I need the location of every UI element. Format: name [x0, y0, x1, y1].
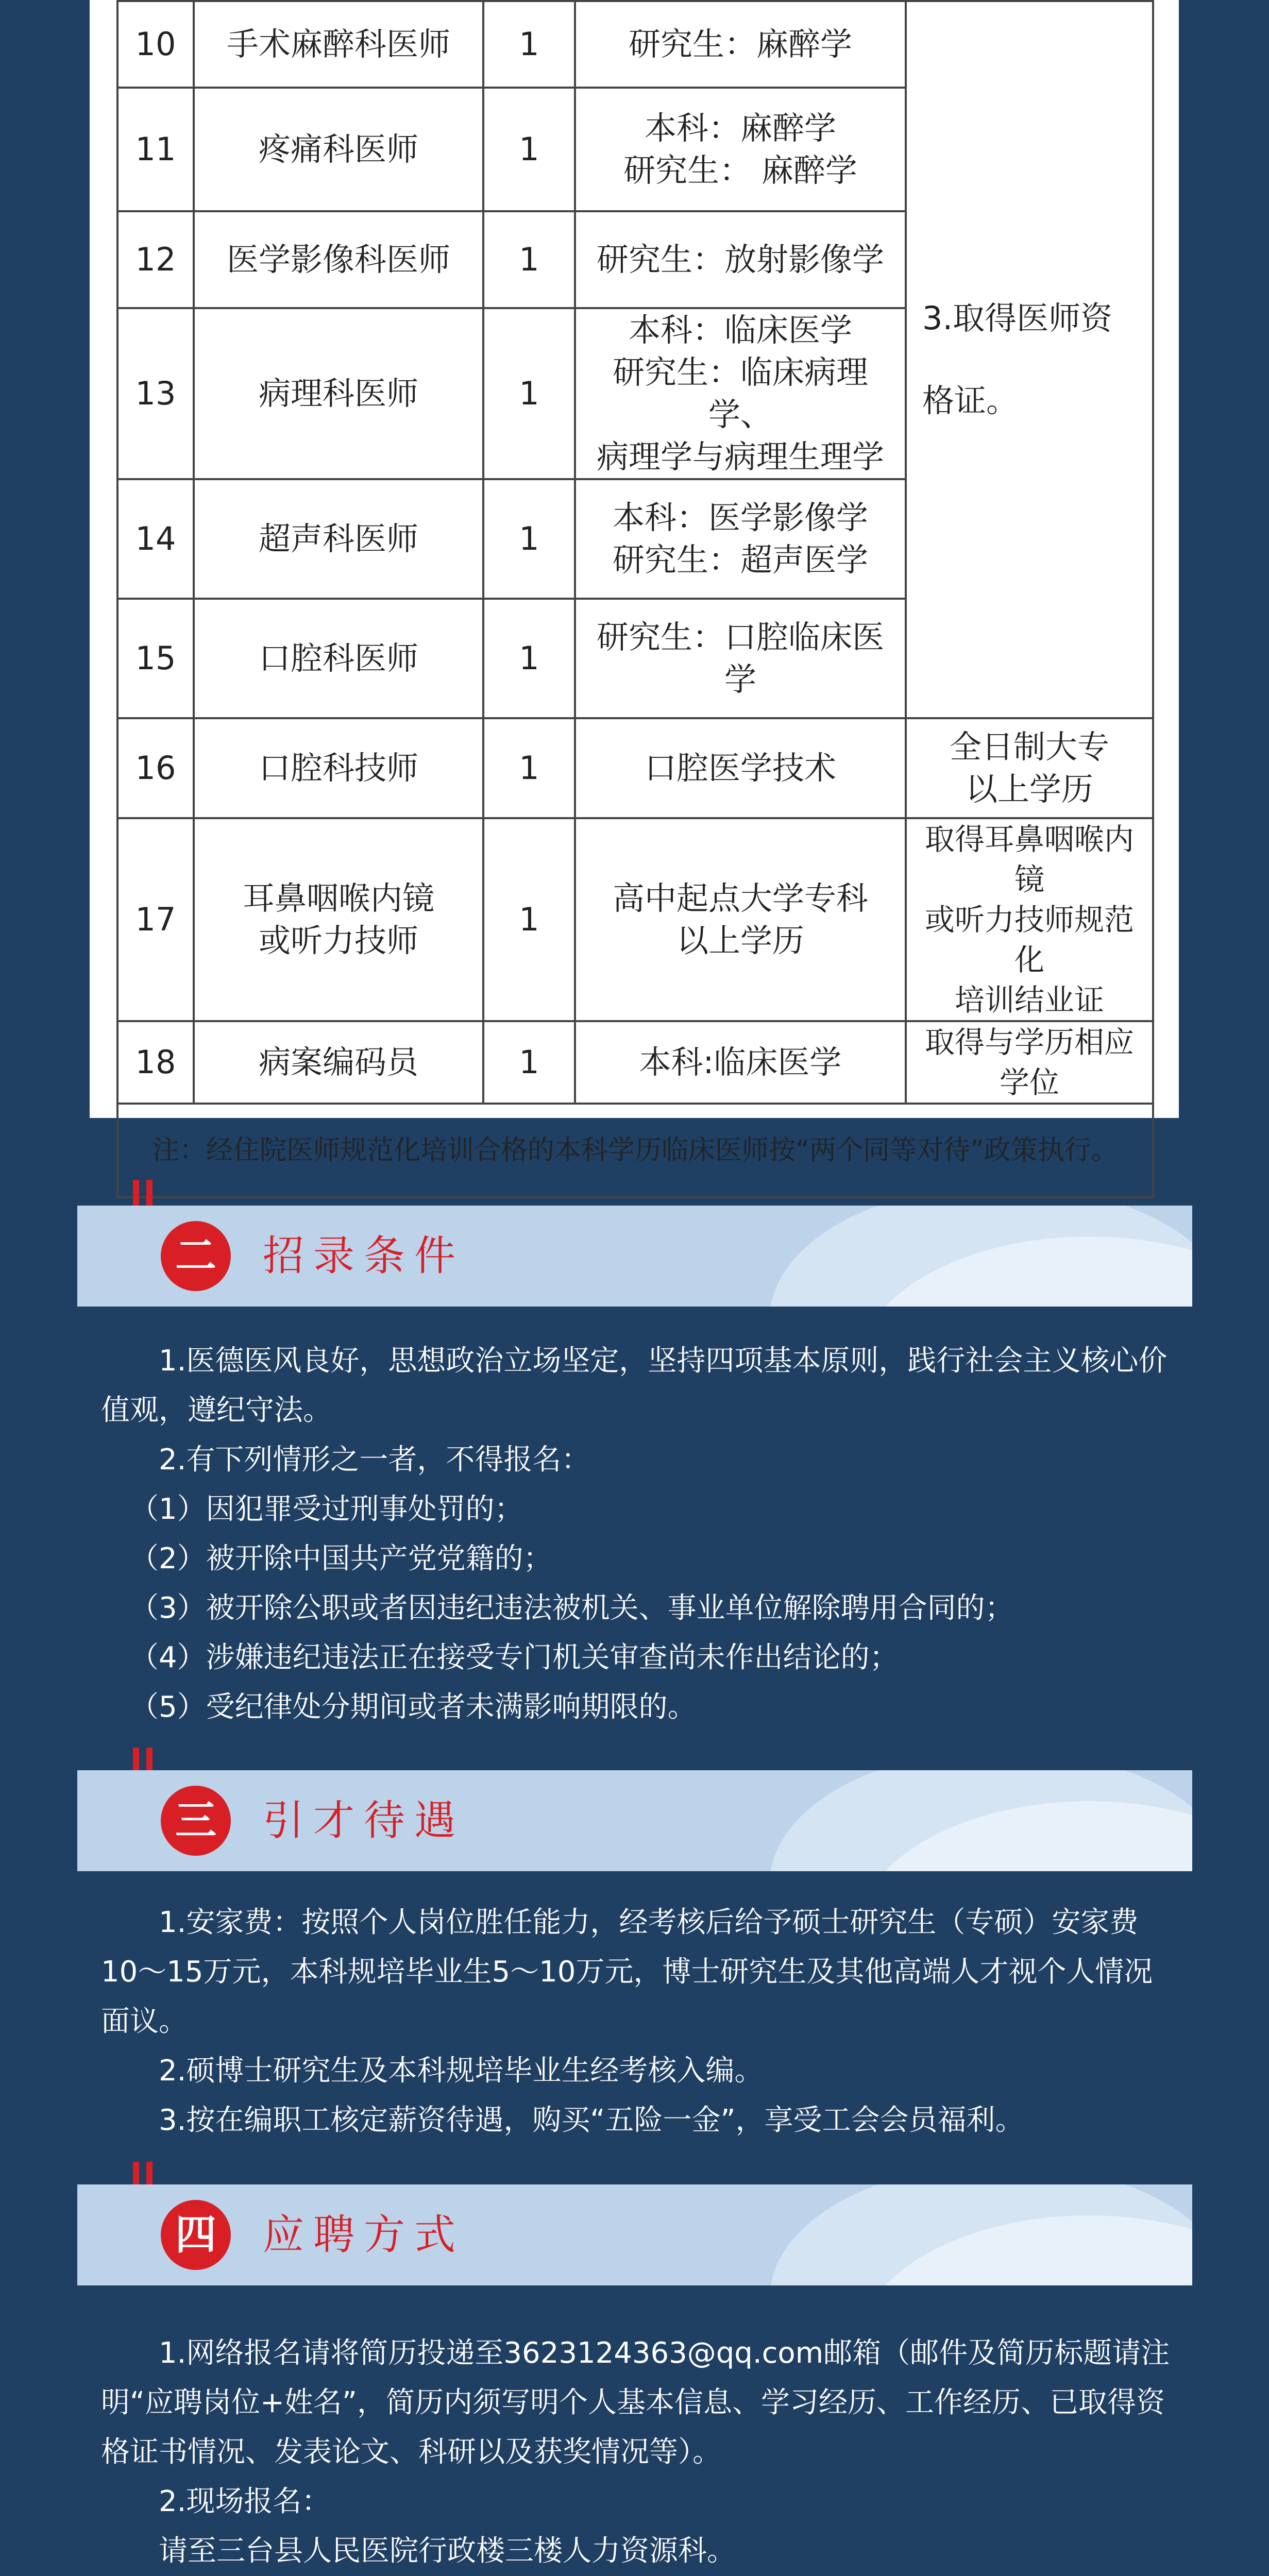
paragraph: 2.有下列情形之一者，不得报名： — [159, 1443, 590, 1477]
paragraph: 请至三台县人民医院行政楼三楼人力资源科。 — [159, 2534, 736, 2568]
row-no: 11 — [117, 88, 194, 211]
row-post: 口腔科医师 — [194, 599, 483, 718]
row-count: 1 — [483, 1021, 575, 1104]
table-row — [117, 1, 1153, 88]
paragraph: （3）被开除公职或者因违纪违法被机关、事业单位解除聘用合同的； — [130, 1591, 1014, 1625]
table-note: 注：经住院医师规范化培训合格的本科学历临床医师按“两个同等对待”政策执行。 — [117, 1104, 1153, 1197]
merged-req-line-1: 3.取得医师资 — [922, 299, 1113, 337]
row-major: 高中起点大学专科 以上学历 — [575, 818, 906, 1021]
table-row — [117, 1104, 1153, 1197]
row-post: 病案编码员 — [194, 1021, 483, 1104]
row-no: 15 — [117, 599, 194, 718]
row-major: 口腔医学技术 — [575, 718, 906, 818]
section-banner-4 — [77, 2184, 1192, 2285]
row-major: 研究生：放射影像学 — [575, 211, 906, 308]
row-count: 1 — [483, 599, 575, 718]
paragraph: 2.现场报名： — [159, 2485, 331, 2518]
row-no: 10 — [117, 1, 194, 88]
row-post: 手术麻醉科医师 — [194, 1, 483, 88]
section-number: 二 — [161, 1221, 231, 1291]
paragraph: （4）涉嫌违纪违法正在接受专门机关审查尚未作出结论的； — [130, 1641, 899, 1674]
row-count: 1 — [483, 211, 575, 308]
row-no: 16 — [117, 718, 194, 818]
row-post: 医学影像科医师 — [194, 211, 483, 308]
paragraph: 1.网络报名请将简历投递至3623124363@qq.com邮箱（邮件及简历标题请注明“应聘岗位+姓名”，简历内须写明个人基本信息、学习经历、工作经历、已取得资格证书情况、发表论文、科研以及获奖情况等）。 — [101, 2336, 1170, 2469]
row-count: 1 — [483, 718, 575, 818]
paragraph: （1）因犯罪受过刑事处罚的； — [130, 1493, 523, 1526]
paragraph: （2）被开除中国共产党党籍的； — [130, 1542, 552, 1575]
row-requirement: 取得耳鼻咽喉内镜 或听力技师规范化 培训结业证 — [906, 818, 1153, 1021]
section-banner-3 — [77, 1770, 1192, 1871]
table-panel — [90, 0, 1179, 1166]
row-major: 本科:临床医学 — [575, 1021, 906, 1104]
merged-requirement — [906, 1, 1153, 718]
table-row — [117, 818, 1153, 1021]
section-body-3 — [101, 1898, 1173, 2145]
section-number: 三 — [161, 1786, 231, 1856]
section-banner-2 — [77, 1206, 1192, 1307]
row-major: 本科：医学影像学 研究生：超声医学 — [575, 479, 906, 599]
paragraph: 3.按在编职工核定薪资待遇，购买“五险一金”，享受工会会员福利。 — [159, 2104, 1024, 2137]
job-table — [116, 0, 1154, 1198]
section-body-4 — [101, 2329, 1173, 2576]
table-row — [117, 1021, 1153, 1104]
row-no: 18 — [117, 1021, 194, 1104]
row-no: 17 — [117, 818, 194, 1021]
paragraph: 1.安家费：按照个人岗位胜任能力，经考核后给予硕士研究生（专硕）安家费10～15万元，本科规培毕业生5～10万元，博士研究生及其他高端人才视个人情况面议。 — [101, 1906, 1153, 2038]
merged-req-line-2: 格证。 — [922, 382, 1019, 419]
paragraph: 2.硕博士研究生及本科规培毕业生经考核入编。 — [159, 2054, 764, 2088]
row-count: 1 — [483, 308, 575, 479]
section-title: 引才待遇 — [263, 1797, 465, 1844]
section-title: 招录条件 — [263, 1232, 465, 1280]
row-count: 1 — [483, 818, 575, 1021]
section-title: 应聘方式 — [263, 2211, 465, 2259]
row-post: 病理科医师 — [194, 308, 483, 479]
row-post: 超声科医师 — [194, 479, 483, 599]
section-body-2 — [101, 1336, 1173, 1732]
row-post: 疼痛科医师 — [194, 88, 483, 211]
row-count: 1 — [483, 479, 575, 599]
paragraph: （5）受纪律处分期间或者未满影响期限的。 — [130, 1690, 697, 1724]
row-count: 1 — [483, 88, 575, 211]
row-count: 1 — [483, 1, 575, 88]
row-major: 研究生：麻醉学 — [575, 1, 906, 88]
row-no: 13 — [117, 308, 194, 479]
row-requirement: 取得与学历相应学位 — [906, 1021, 1153, 1104]
row-requirement: 全日制大专 以上学历 — [906, 718, 1153, 818]
row-major: 研究生：口腔临床医学 — [575, 599, 906, 718]
row-no: 12 — [117, 211, 194, 308]
paragraph: 1.医德医风良好，思想政治立场坚定，坚持四项基本原则，践行社会主义核心价值观，遵纪守法。 — [101, 1344, 1168, 1427]
table-row — [117, 718, 1153, 818]
section-number: 四 — [161, 2200, 231, 2270]
row-major: 本科：临床医学 研究生：临床病理学、 病理学与病理生理学 — [575, 308, 906, 479]
row-post: 口腔科技师 — [194, 718, 483, 818]
row-major: 本科：麻醉学 研究生： 麻醉学 — [575, 88, 906, 211]
row-no: 14 — [117, 479, 194, 599]
row-post: 耳鼻咽喉内镜 或听力技师 — [194, 818, 483, 1021]
